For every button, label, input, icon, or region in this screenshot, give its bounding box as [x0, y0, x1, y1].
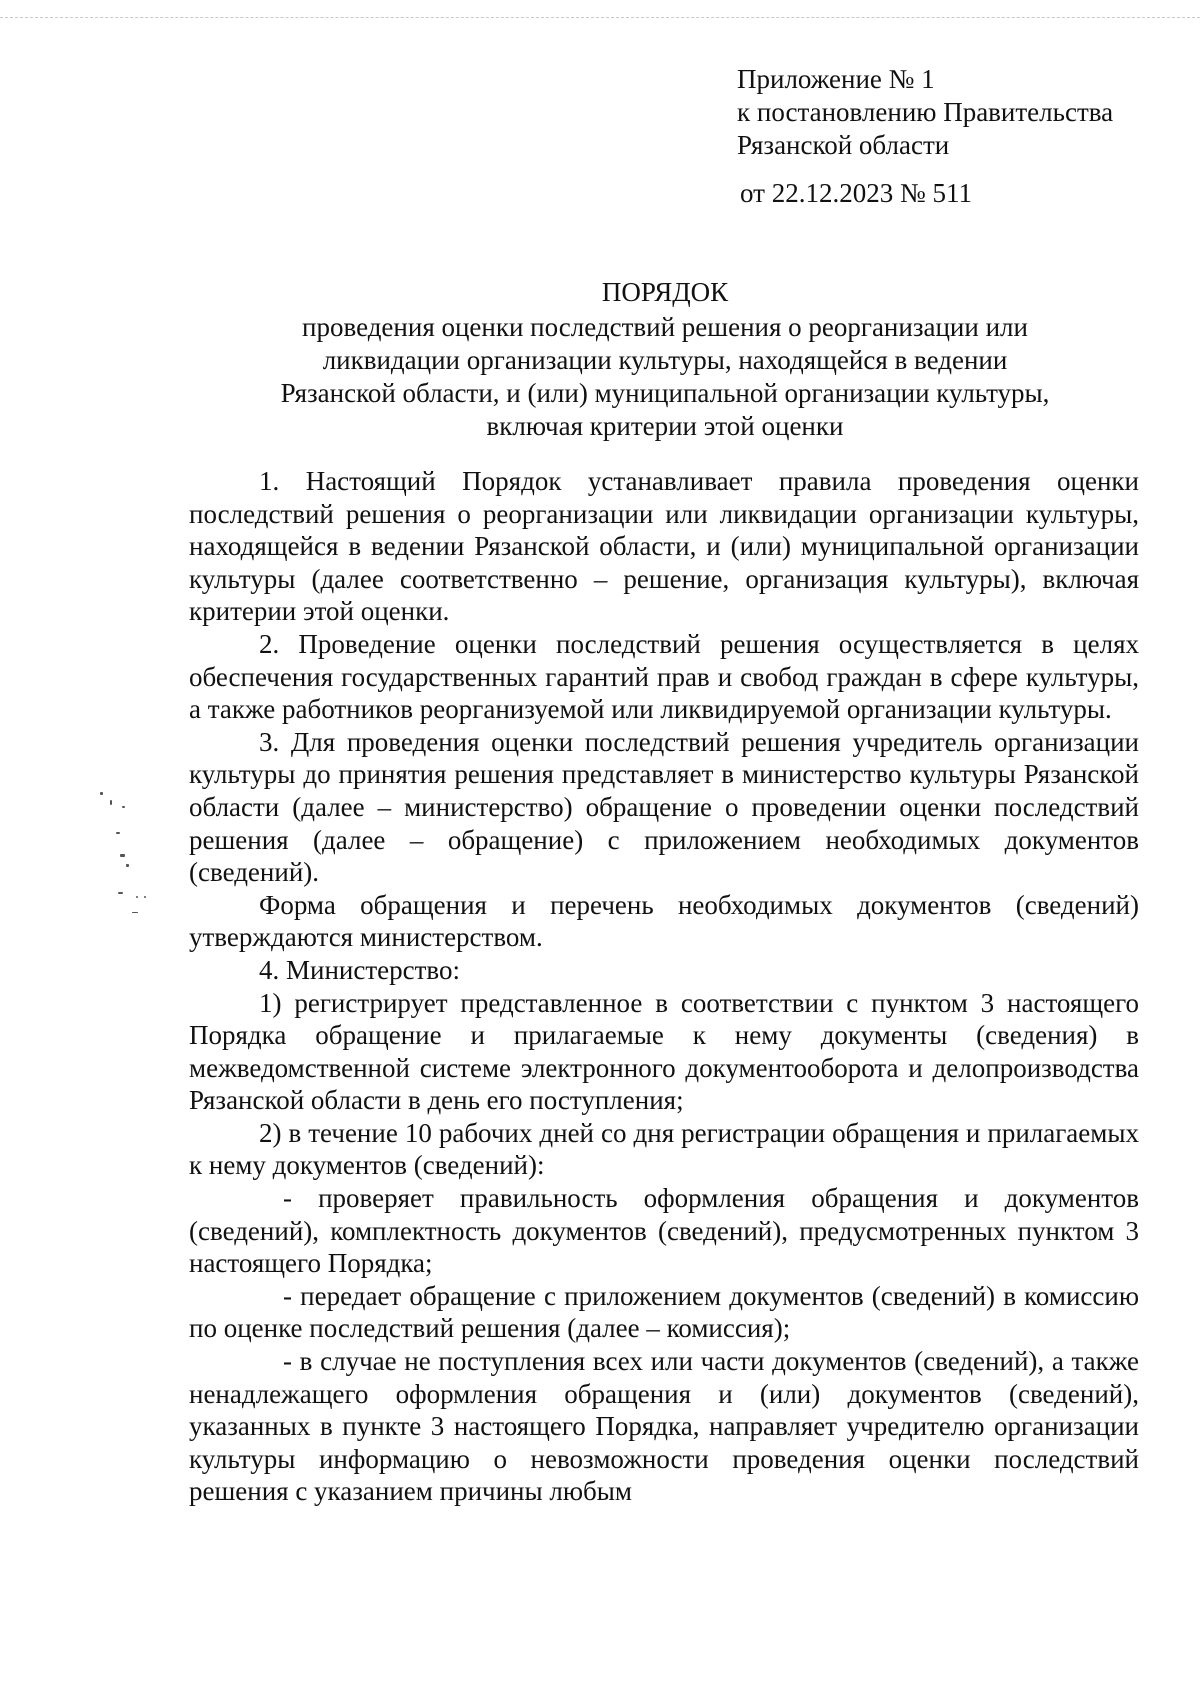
- paragraph-2: 2. Проведение оценки последствий решения осуществляется в целях обеспечения государственных гарантий прав и свобод граждан в сфере культуры, а также работников реорганизуемой или ликвидируемой организации культуры.: [189, 628, 1139, 725]
- title-block: [190, 275, 1140, 443]
- appendix-number: Приложение № 1: [737, 64, 935, 94]
- bullet-transfer: - передает обращение с приложением документов (сведений) в комиссию по оценке последствий решения (далее – комиссия);: [189, 1280, 1139, 1344]
- bullet-check: - проверяет правильность оформления обращения и документов (сведений), комплектность документов (сведений), предусмотренных пунктом 3 настоящего Порядка;: [189, 1183, 1139, 1279]
- paragraph-form: Форма обращения и перечень необходимых документов (сведений) утверждаются министерством.: [189, 889, 1139, 953]
- scan-edge-line: [0, 17, 1200, 18]
- appendix-date: от 22.12.2023 № 511: [740, 178, 972, 208]
- paragraph-4-item-2: 2) в течение 10 рабочих дней со дня регистрации обращения и прилагаемых к нему документов (сведений):: [189, 1117, 1139, 1181]
- appendix-resolution-ref: к постановлению Правительства: [737, 97, 1114, 127]
- appendix-header: [737, 63, 1177, 210]
- document-body: [189, 465, 1139, 1508]
- scan-artifacts: [92, 792, 162, 932]
- document-subtitle: проведения оценки последствий решения о реорганизации или ликвидации организации культуры, находящейся в ведении Рязанской области, и (или) муниципальной организации культуры, включая критерии этой оценки: [280, 312, 1050, 441]
- paragraph-4: 4. Министерство:: [259, 954, 460, 985]
- paragraph-4-item-1: 1) регистрирует представленное в соответствии с пунктом 3 настоящего Порядка обращение и прилагаемые к нему документы (сведения) в межведомственной системе электронного документооборота и делопроизводства Рязанской области в день его поступления;: [189, 987, 1139, 1116]
- paragraph-3: 3. Для проведения оценки последствий решения учредитель организации культуры до принятия решения представляет в министерство культуры Рязанской области (далее – министерство) обращение о проведении оценки последствий решения (далее – обращение) с приложением необходимых документов (сведений).: [189, 726, 1139, 888]
- paragraph-1: 1. Настоящий Порядок устанавливает правила проведения оценки последствий решения о реорганизации или ликвидации организации культуры, находящейся в ведении Рязанской области, и (или) муниципальной организации культуры (далее соответственно – решение, организация культуры), включая критерии этой оценки.: [189, 466, 1139, 627]
- appendix-region: Рязанской области: [737, 130, 950, 160]
- document-title: ПОРЯДОК: [601, 277, 729, 307]
- bullet-refusal: - в случае не поступления всех или части документов (сведений), а также ненадлежащего оформления обращения и (или) документов (сведений), указанных в пункте 3 настоящего Порядка, направляет учредителю организации культуры информацию о невозможности проведения оценки последствий решения с указанием причины любым: [189, 1346, 1139, 1507]
